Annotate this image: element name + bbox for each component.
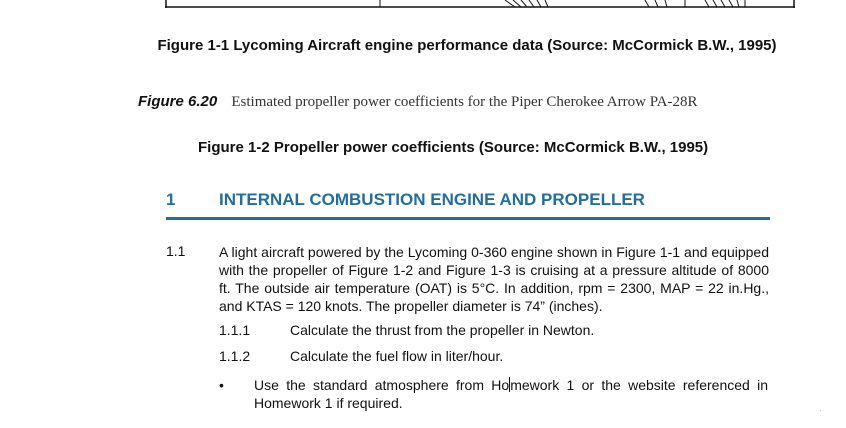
bullet-text-start: Use the standard atmosphere from Ho [254, 377, 510, 393]
figure-6-20-label: Figure 6.20 [138, 93, 218, 110]
question-text: A light aircraft powered by the Lycoming 0-360 engine shown in Figure 1-1 and equipped with the propeller of Figure 1-2 and Figure 1-3 is cruising at a pressure altitude of 8000 ft. The outside air temperature (OAT) is 5°C. In addition, rpm = 2300, MAP = 22 in.Hg., and KTAS = 120 knots. The propeller diameter is 74” (inches). [219, 244, 769, 314]
stray-mark [820, 410, 821, 411]
bullet-text-end: mework 1 or the website referenced in Homework 1 if required. [254, 377, 768, 411]
figure-6-20-caption [138, 93, 698, 111]
section-number: 1 [166, 190, 176, 209]
question-number: 1.1 [166, 243, 186, 259]
section-title: INTERNAL COMBUSTION ENGINE AND PROPELLER [219, 190, 645, 209]
figure-1-1-chart-fragment [165, 0, 795, 9]
subitem-number: 1.1.2 [219, 348, 251, 364]
bullet-icon: • [219, 377, 224, 393]
subitem-number: 1.1.1 [219, 322, 251, 338]
figure-1-2-caption: Figure 1-2 Propeller power coefficients (Source: McCormick B.W., 1995) [198, 139, 709, 156]
bullet-text[interactable] [254, 376, 768, 412]
figure-1-1-caption: Figure 1-1 Lycoming Aircraft engine performance data (Source: McCormick B.W., 1995) [157, 37, 777, 54]
subitem-text: Calculate the fuel flow in liter/hour. [290, 348, 504, 364]
subitem-text: Calculate the thrust from the propeller in Newton. [290, 322, 595, 338]
section-heading-rule [166, 217, 770, 220]
figure-6-20-text: Estimated propeller power coefficients for the Piper Cherokee Arrow PA-28R [231, 94, 698, 110]
section-heading [166, 190, 770, 210]
